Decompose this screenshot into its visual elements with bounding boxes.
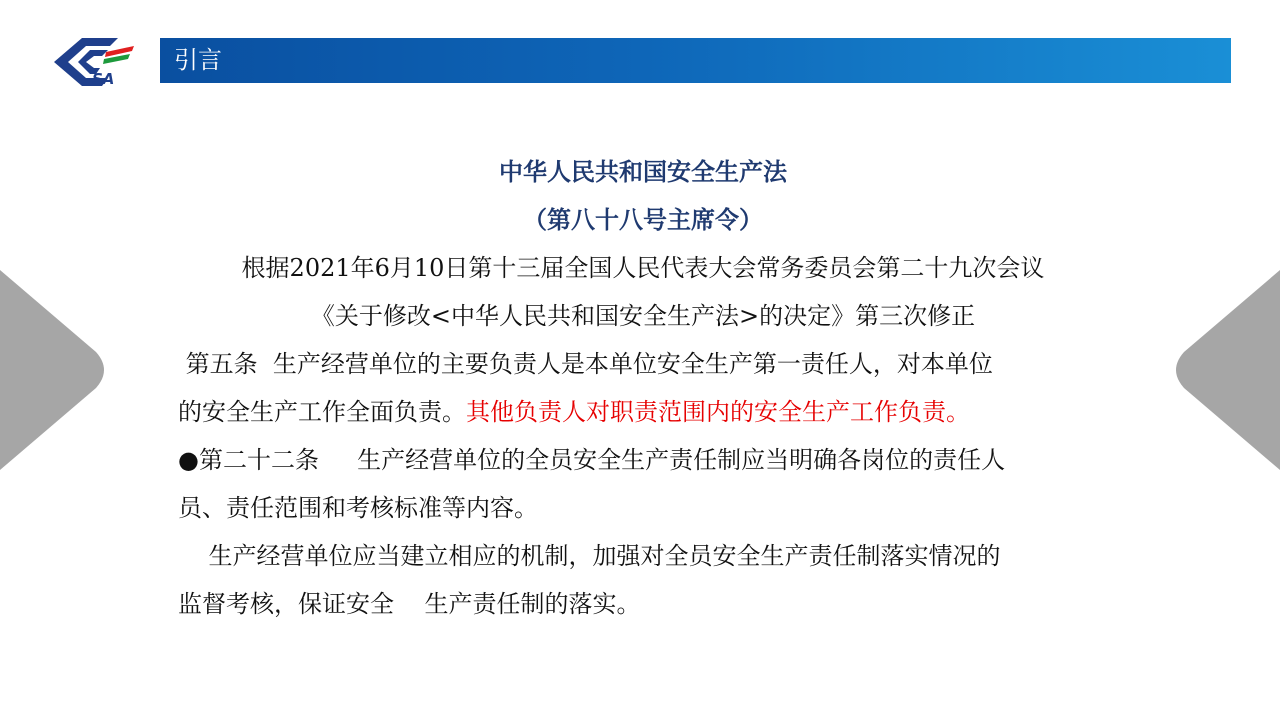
article5-text-red: 其他负责人对职责范围内的安全生产工作负责。 [466,398,970,426]
revision-line-2: 《关于修改<中华人民共和国安全生产法>的决定》第三次修正 [310,302,976,330]
article5-line-2 [178,388,1108,436]
csa-logo-icon [48,34,144,90]
article22-line-3: 生产经营单位应当建立相应的机制，加强对全员安全生产责任制落实情况的 [178,542,1001,570]
law-order: （第八十八号主席令） [523,205,763,234]
page-title: 引言 [174,46,222,74]
next-arrow-icon[interactable] [1166,270,1280,470]
article22-line-2: 员、责任范围和考核标准等内容。 [178,494,538,522]
article5-line-1: 第五条 生产经营单位的主要负责人是本单位安全生产第一责任人，对本单位 [178,350,993,378]
law-title: 中华人民共和国安全生产法 [499,157,787,186]
revision-line-1: 根据2021年6月10日第十三届全国人民代表大会常务委员会第二十九次会议 [241,254,1045,282]
logo-text: SA [92,70,115,88]
prev-arrow-icon[interactable] [0,270,114,470]
article22-line-1: ●第二十二条 生产经营单位的全员安全生产责任制应当明确各岗位的责任人 [178,446,1006,474]
article5-text-black: 的安全生产工作全面负责。 [178,398,466,426]
title-bar [160,38,1231,83]
article22-line-4: 监督考核，保证安全 生产责任制的落实。 [178,590,641,618]
main-content [178,148,1108,628]
